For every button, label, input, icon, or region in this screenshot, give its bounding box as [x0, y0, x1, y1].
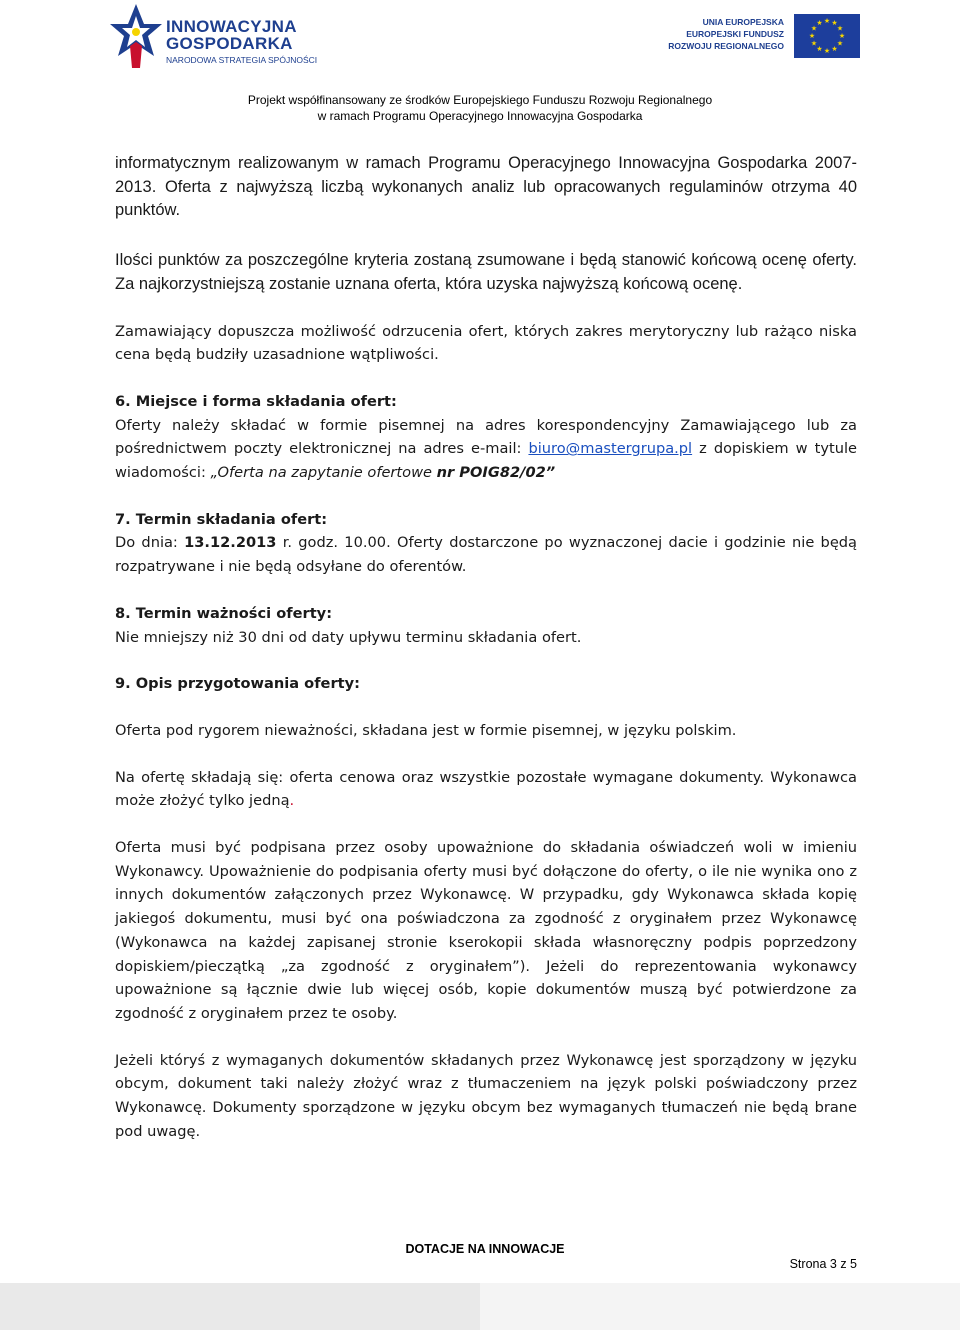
svg-text:★: ★ — [838, 32, 846, 40]
page-number: Strona 3 z 5 — [789, 1257, 857, 1271]
s9-p2-text: Na ofertę składają się: oferta cenowa oraz wszystkie pozostałe wymagane dokumenty. Wykonawca może złożyć tylko jedną — [115, 768, 857, 810]
scoring-best-offer: Za najkorzystniejszą zostanie uznana oferta, która uzyska najwyższą końcową ocenę. — [115, 274, 743, 293]
paragraph-rejection: Zamawiający dopuszcza możliwość odrzucenia ofert, których zakres merytoryczny lub rażąco niska cena będą budziły uzasadnione wątpliwości. — [115, 322, 857, 364]
svg-text:★: ★ — [808, 32, 816, 40]
s9-p2-dot: . — [289, 792, 295, 810]
document-body — [115, 152, 857, 1144]
section-9-paragraph-1: Oferta pod rygorem nieważności, składana jest w formie pisemnej, w języku polskim. — [115, 721, 737, 739]
s6-text-part2: z dopiskiem w tytule wiadomości: — [115, 440, 857, 482]
project-line-1: Projekt współfinansowany ze środków Europejskiego Funduszu Rozwoju Regionalnego — [247, 93, 713, 107]
scoring-text: Ilości punktów za poszczególne kryteria zostaną zsumowane i będą stanowić końcową ocenę oferty. — [115, 251, 857, 270]
email-link[interactable]: biuro@mastergrupa.pl — [528, 440, 693, 458]
svg-text:★: ★ — [823, 17, 831, 25]
s7-date: 13.12.2013 — [184, 534, 277, 552]
section-9-paragraph-2 — [115, 766, 857, 813]
svg-text:★: ★ — [831, 19, 838, 27]
s7-prefix: Do dnia: — [115, 534, 178, 552]
svg-text:★: ★ — [810, 24, 818, 33]
svg-text:★: ★ — [836, 39, 844, 48]
svg-text:★: ★ — [816, 19, 823, 27]
s6-quote-number: nr POIG82/02” — [436, 464, 556, 482]
svg-text:★: ★ — [816, 45, 823, 53]
eu-logo-line1: UNIA EUROPEJSKA — [702, 17, 784, 27]
page-header — [0, 0, 960, 130]
section-8-text: Nie mniejszy niż 30 dni od daty upływu terminu składania ofert. — [115, 628, 582, 646]
footer-title: DOTACJE NA INNOWACJE — [405, 1242, 565, 1256]
eu-logo-text — [668, 16, 784, 52]
project-line-2: w ramach Programu Operacyjnego Innowacyjna Gospodarka — [317, 109, 643, 123]
section-8-heading: 8. Termin ważności oferty: — [115, 604, 333, 622]
s6-quote: „Oferta na zapytanie ofertowe — [210, 464, 432, 482]
s6-text-part1: Oferty należy składać w formie pisemnej na adres korespondencyjny Zamawiającego lub za pośrednictwem poczty elektronicznej na adres e-mail: — [115, 416, 857, 458]
eu-logo-line3: ROZWOJU REGIONALNEGO — [668, 41, 784, 51]
section-9-paragraph-4: Jeżeli któryś z wymaganych dokumentów składanych przez Wykonawcę jest sporządzony w języku obcym, dokument taki należy złożyć wraz z tłumaczeniem na język polski poświadczony przez Wykonawcę. Dokumenty sporządzone w języku obcym bez wymaganych tłumaczeń nie będą brane pod uwagę. — [115, 1051, 857, 1140]
section-6-text — [115, 414, 857, 485]
paragraph-scoring — [115, 249, 857, 296]
svg-text:★: ★ — [831, 45, 838, 53]
eu-logo — [660, 14, 860, 64]
footer-band-left — [0, 1283, 480, 1330]
svg-text:★: ★ — [823, 47, 831, 55]
logo-left-line2: GOSPODARKA — [166, 34, 293, 53]
section-7-heading: 7. Termin składania ofert: — [115, 510, 328, 528]
section-9-heading: 9. Opis przygotowania oferty: — [115, 675, 360, 693]
section-6-heading: 6. Miejsce i forma składania ofert: — [115, 392, 397, 410]
logo-left-line3: NARODOWA STRATEGIA SPÓJNOŚCI — [166, 55, 318, 65]
svg-text:★: ★ — [810, 39, 818, 48]
paragraph-points-intro: informatycznym realizowanym w ramach Programu Operacyjnego Innowacyjna Gospodarka 2007-2013. Oferta z najwyższą liczbą wykonanych analiz lub opracowanych regulaminów otrzyma 40 punktów. — [115, 154, 857, 220]
eu-logo-line2: EUROPEJSKI FUNDUSZ — [686, 29, 784, 39]
eu-flag-icon — [794, 14, 860, 58]
s7-rest: r. godz. 10.00. Oferty dostarczone po wyznaczonej dacie i godzinie nie będą rozpatrywane i nie będą odsyłane do oferentów. — [115, 534, 858, 576]
section-9-paragraph-3: Oferta musi być podpisana przez osoby upoważnione do składania oświadczeń woli w imieniu Wykonawcy. Upoważnienie do podpisania oferty musi być dołączone do oferty, o ile nie wynika ono z innych dokumentów załączonych przez Wykonawcę. W przypadku, gdy Wykonawca składa kopię jakiegoś dokumentu, musi być ona poświadczona za zgodność z oryginałem przez Wykonawcę (Wykonawca na każdej zapisanej stronie kserokopii składa własnoręczny podpis poprzedzony dopiskiem/pieczątką „za zgodność z oryginałem”). Jeżeli do reprezentowania wykonawcy upoważnione są łącznie dwie lub więcej osób, kopie dokumentów muszą być potwierdzone za zgodność z oryginałem przez te osoby. — [115, 839, 857, 1022]
ig-logo-mark-icon — [110, 2, 162, 70]
section-7-text — [115, 531, 857, 578]
innowacyjna-gospodarka-logo — [110, 2, 340, 72]
footer-band-right — [480, 1283, 960, 1330]
logo-left-line1: INNOWACYJNA — [166, 17, 297, 36]
svg-text:★: ★ — [836, 24, 844, 33]
